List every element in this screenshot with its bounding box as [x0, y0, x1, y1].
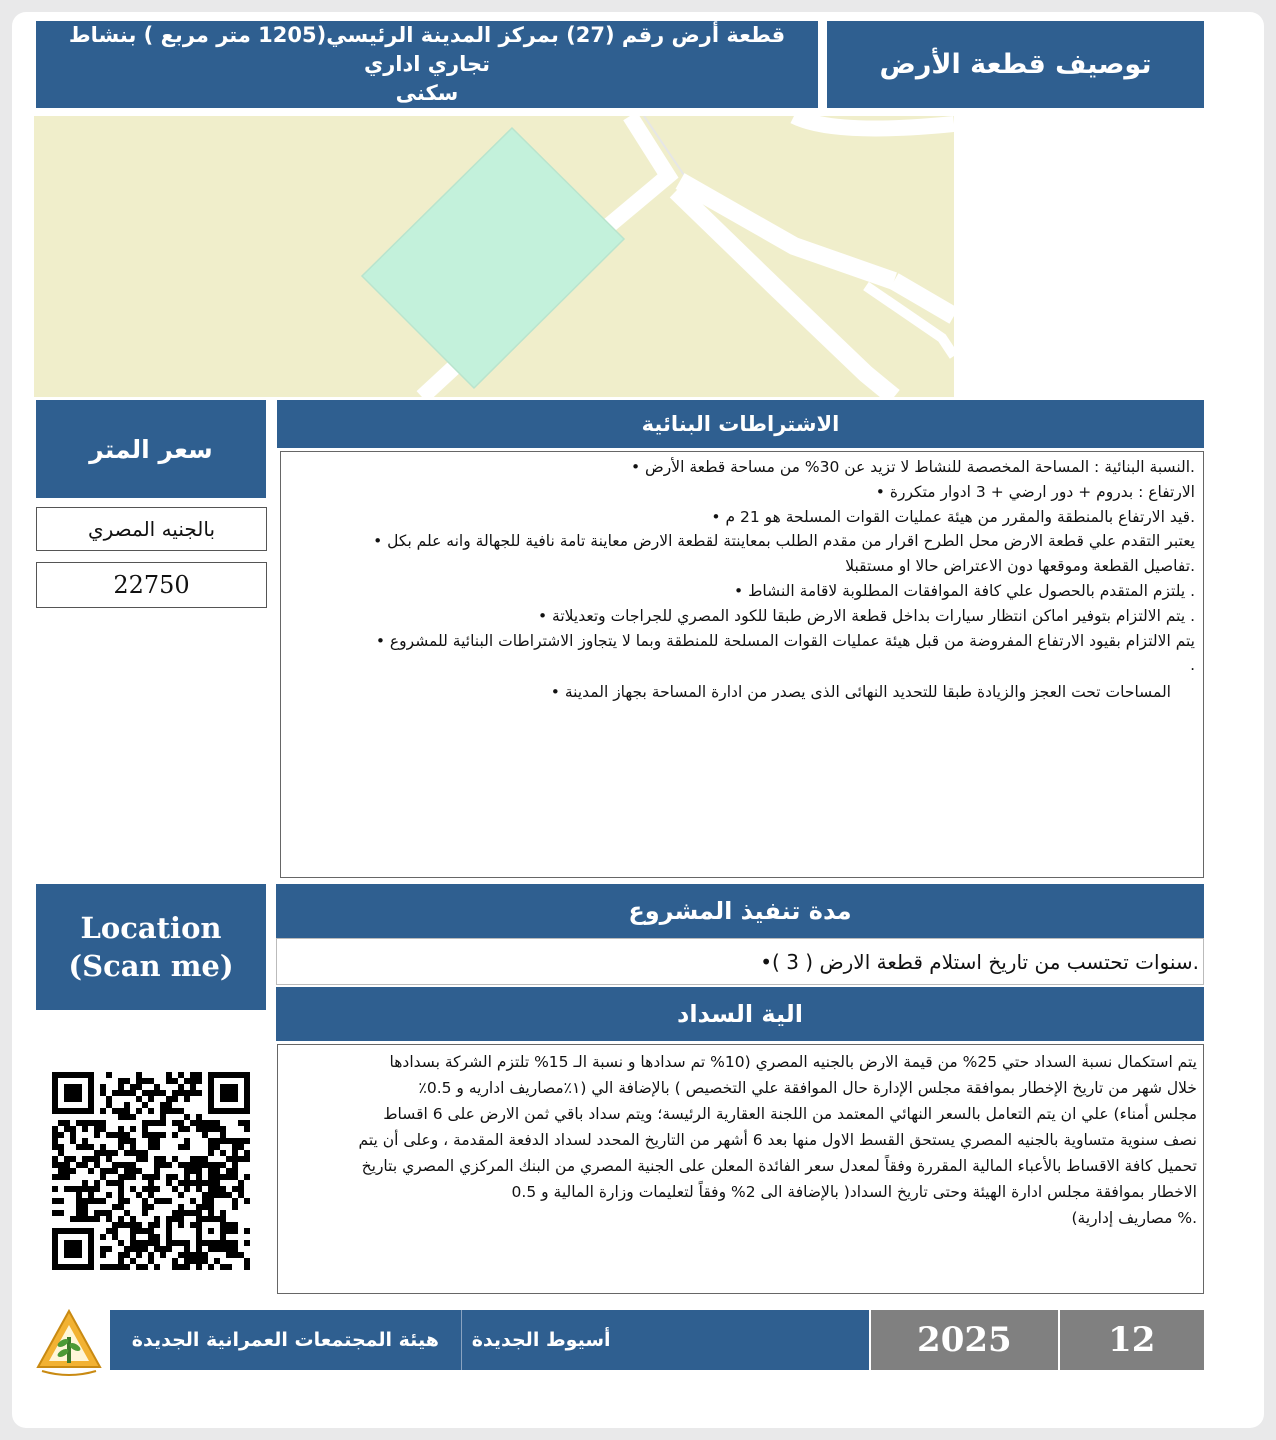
- location-label: [36, 884, 266, 1010]
- plot-description-line2: سكنى: [395, 81, 459, 105]
- authority-logo-icon: [34, 1307, 104, 1379]
- page-title: توصيف قطعة الأرض: [827, 21, 1204, 108]
- requirement-line: .: [1190, 656, 1195, 675]
- building-requirements-title: الاشتراطات البنائية: [277, 400, 1204, 448]
- payment-line: يتم استكمال نسبة السداد حتي 25% من قيمة الارض بالجنيه المصري (10% تم سدادها و نسبة الـ 15% تلتزم الشركة بسدادها: [389, 1053, 1197, 1071]
- requirement-line: . يلتزم المتقدم بالحصول علي كافة الموافقات المطلوبة لاقامة النشاط •: [734, 581, 1195, 600]
- project-duration-text: .سنوات تحتسب من تاريخ استلام قطعة الارض ( 3 )•: [276, 938, 1204, 985]
- payment-line: .% مصاريف إدارية): [1071, 1209, 1197, 1227]
- footer-year: 2025: [869, 1310, 1059, 1370]
- plot-description-line1: قطعة أرض رقم (27) بمركز المدينة الرئيسي(1205 متر مربع ) بنشاط تجاري اداري: [68, 23, 786, 76]
- plot-map-drawing: [34, 116, 954, 397]
- currency-label: بالجنيه المصري: [36, 507, 267, 551]
- requirement-line: . يتم الالتزام بتوفير اماكن انتظار سيارات بداخل قطعة الارض طبقا للكود المصري للجراجات وتعديلاتة •: [537, 606, 1195, 625]
- payment-method-text: [277, 1044, 1204, 1294]
- payment-method-title: الية السداد: [276, 987, 1204, 1041]
- requirement-line: .قيد الارتفاع بالمنطقة والمقرر من هيئة عمليات القوات المسلحة هو 21 م •: [711, 507, 1195, 526]
- location-label-line2: (Scan me): [68, 949, 234, 983]
- page-number: 12: [1060, 1310, 1204, 1370]
- requirement-line: المساحات تحت العجز والزيادة طبقا للتحديد النهائى الذى يصدر من ادارة المساحة بجهاز المدينة •: [550, 683, 1171, 702]
- location-qr-code[interactable]: [52, 1072, 250, 1270]
- price-per-meter-title: سعر المتر: [36, 400, 266, 498]
- project-duration-title: مدة تنفيذ المشروع: [276, 884, 1204, 938]
- payment-line: مجلس أمناء) علي ان يتم التعامل بالسعر النهائي المعتمد من اللجنة العقارية الرئيسة؛ ويتم سداد باقي ثمن الارض على 6 اقساط: [383, 1105, 1197, 1123]
- building-requirements-list: [280, 451, 1204, 878]
- requirement-line: يعتبر التقدم علي قطعة الارض محل الطرح اقرار من مقدم الطلب بمعاينتة لقطعة الارض معاينة تامة نافية للجهالة وانه علم بكل •: [373, 532, 1195, 551]
- requirement-line: الارتفاع : بدروم + دور ارضي + 3 ادوار متكررة •: [875, 482, 1195, 501]
- plot-map: [34, 116, 954, 397]
- price-per-meter-value: 22750: [36, 562, 267, 608]
- footer-city: أسيوط الجديدة: [461, 1310, 870, 1370]
- payment-line: تحميل كافة الاقساط بالأعباء المالية المقررة وفقاً لمعدل سعر الفائدة المعلن على الجنية المصري من البنك المركزي المصري بتاريخ: [361, 1157, 1197, 1175]
- requirement-line: .تفاصيل القطعة وموقعها دون الاعتراض حالا او مستقبلا: [845, 557, 1195, 576]
- requirement-line: يتم الالتزام بقيود الارتفاع المفروضة من قبل هيئة عمليات القوات المسلحة للمنطقة وبما لا يتجاوز الاشتراطات البنائية للمشروع •: [375, 631, 1195, 650]
- requirement-line: .النسبة البنائية : المساحة المخصصة للنشاط لا تزيد عن 30% من مساحة قطعة الأرض •: [630, 458, 1195, 476]
- payment-line: نصف سنوية متساوية بالجنيه المصري يستحق القسط الاول منها بعد 6 أشهر من التاريخ المحدد لسداد الدفعة المقدمة ، وعلى أن يتم: [358, 1131, 1197, 1149]
- footer-bar: [110, 1310, 1204, 1370]
- payment-line: خلال شهر من تاريخ الإخطار بموافقة مجلس الإدارة حال الموافقة علي التخصيص ) بالإضافة الي (١٪مصاريف اداريه و 0.5٪: [418, 1079, 1197, 1097]
- plot-description: [36, 21, 818, 108]
- footer-authority: هيئة المجتمعات العمرانية الجديدة: [110, 1310, 461, 1370]
- payment-line: الاخطار بموافقة مجلس ادارة الهيئة وحتى تاريخ السداد( بالإضافة الى 2% وفقاً لتعليمات وزارة المالية و 0.5: [511, 1183, 1197, 1201]
- location-label-line1: Location: [80, 911, 222, 945]
